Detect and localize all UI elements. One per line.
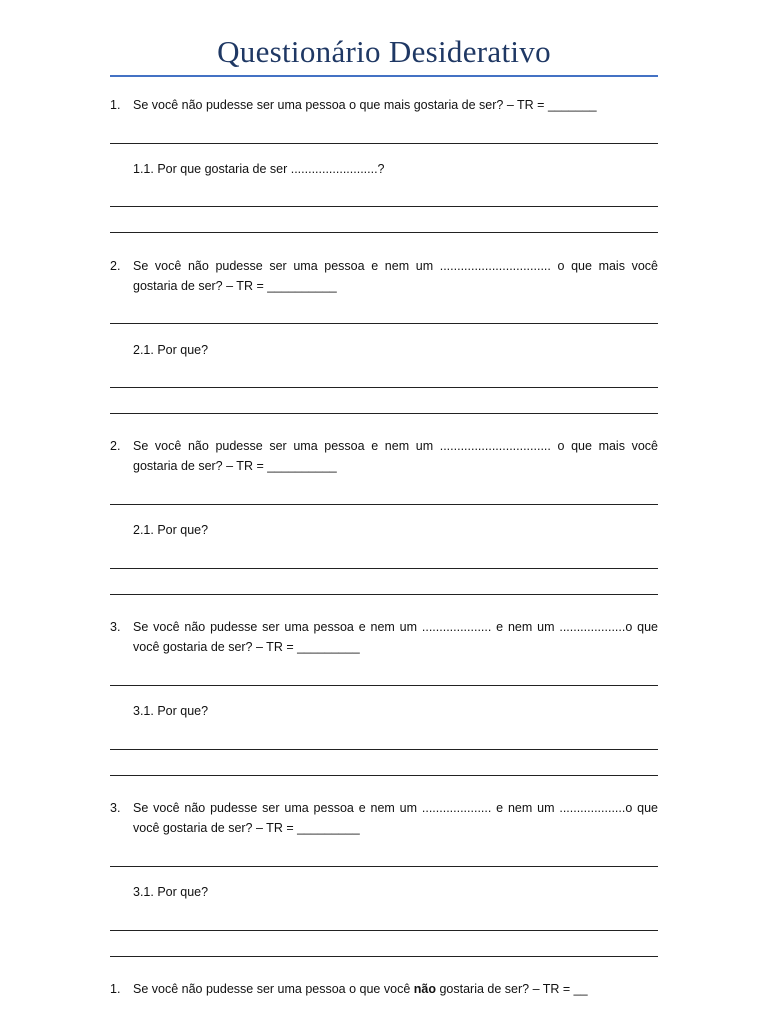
question-text: Se você não pudesse ser uma pessoa e nem um .................... e nem um ...................o que você gostaria de ser? – TR = _________	[133, 620, 658, 654]
answer-line[interactable]	[110, 568, 658, 569]
answer-line[interactable]	[110, 749, 658, 750]
answer-line[interactable]	[110, 413, 658, 414]
sub-question: 1.1. Por que gostaria de ser .........................?	[133, 162, 385, 176]
emphasis-nao: não	[413, 982, 436, 996]
sub-question: 3.1. Por que?	[133, 704, 209, 718]
question-text: Se você não pudesse ser uma pessoa o que você não gostaria de ser? – TR = __	[133, 982, 588, 996]
sub-question: 2.1. Por que?	[133, 523, 209, 537]
sub-question: 3.1. Por que?	[133, 885, 209, 899]
question-2-repeat	[110, 436, 658, 476]
answer-line[interactable]	[110, 775, 658, 776]
answer-line[interactable]	[110, 594, 658, 595]
title-underline	[110, 75, 658, 77]
question-text: Se você não pudesse ser uma pessoa e nem um ................................ o que mais você gostaria de ser? – TR = __________	[133, 259, 658, 293]
page-title: Questionário Desiderativo	[217, 34, 551, 69]
answer-line[interactable]	[110, 232, 658, 233]
question-text: Se você não pudesse ser uma pessoa e nem um .................... e nem um ...................o que você gostaria de ser? – TR = _________	[133, 801, 658, 835]
question-final	[110, 979, 658, 999]
question-1	[110, 95, 658, 115]
question-2	[110, 256, 658, 296]
answer-line[interactable]	[110, 387, 658, 388]
question-number: 3.	[110, 801, 121, 815]
answer-line[interactable]	[110, 206, 658, 207]
answer-line[interactable]	[110, 143, 658, 144]
answer-line[interactable]	[110, 323, 658, 324]
question-number: 3.	[110, 620, 121, 634]
sub-question: 2.1. Por que?	[133, 343, 209, 357]
answer-line[interactable]	[110, 685, 658, 686]
answer-line[interactable]	[110, 504, 658, 505]
question-number: 1.	[110, 982, 121, 996]
question-text: Se você não pudesse ser uma pessoa o que mais gostaria de ser? – TR = _______	[133, 98, 597, 112]
question-3	[110, 617, 658, 657]
question-number: 1.	[110, 98, 121, 112]
answer-line[interactable]	[110, 956, 658, 957]
answer-line[interactable]	[110, 930, 658, 931]
answer-line[interactable]	[110, 866, 658, 867]
question-number: 2.	[110, 259, 121, 273]
question-text: Se você não pudesse ser uma pessoa e nem um ................................ o que mais você gostaria de ser? – TR = __________	[133, 439, 658, 473]
question-3-repeat	[110, 798, 658, 838]
question-number: 2.	[110, 439, 121, 453]
